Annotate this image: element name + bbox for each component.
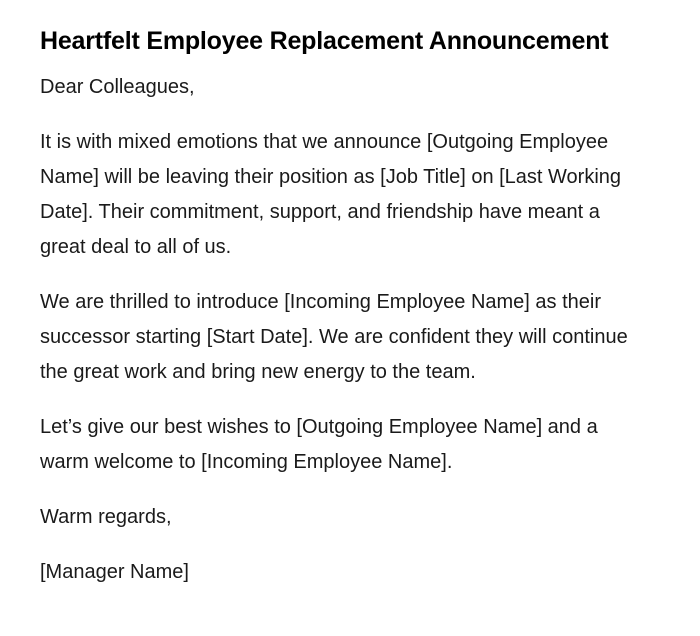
announcement-document [40, 24, 650, 590]
paragraph-outgoing-employee: It is with mixed emotions that we announce [Outgoing Employee Name] will be leaving their position as [Job Title] on [Last Working Date]. Their commitment, support, and friendship have meant a great deal to all of us. [40, 131, 622, 258]
paragraph-best-wishes: Let’s give our best wishes to [Outgoing Employee Name] and a warm welcome to [Incoming Employee Name]. [40, 416, 598, 473]
paragraph-incoming-employee: We are thrilled to introduce [Incoming Employee Name] as their successor starting [Start Date]. We are confident they will continue the great work and bring new energy to the team. [40, 291, 628, 383]
signature-placeholder: [Manager Name] [40, 561, 189, 583]
closing-line: Warm regards, [40, 506, 172, 528]
greeting: Dear Colleagues, [40, 76, 195, 98]
document-title: Heartfelt Employee Replacement Announcement [40, 27, 609, 55]
